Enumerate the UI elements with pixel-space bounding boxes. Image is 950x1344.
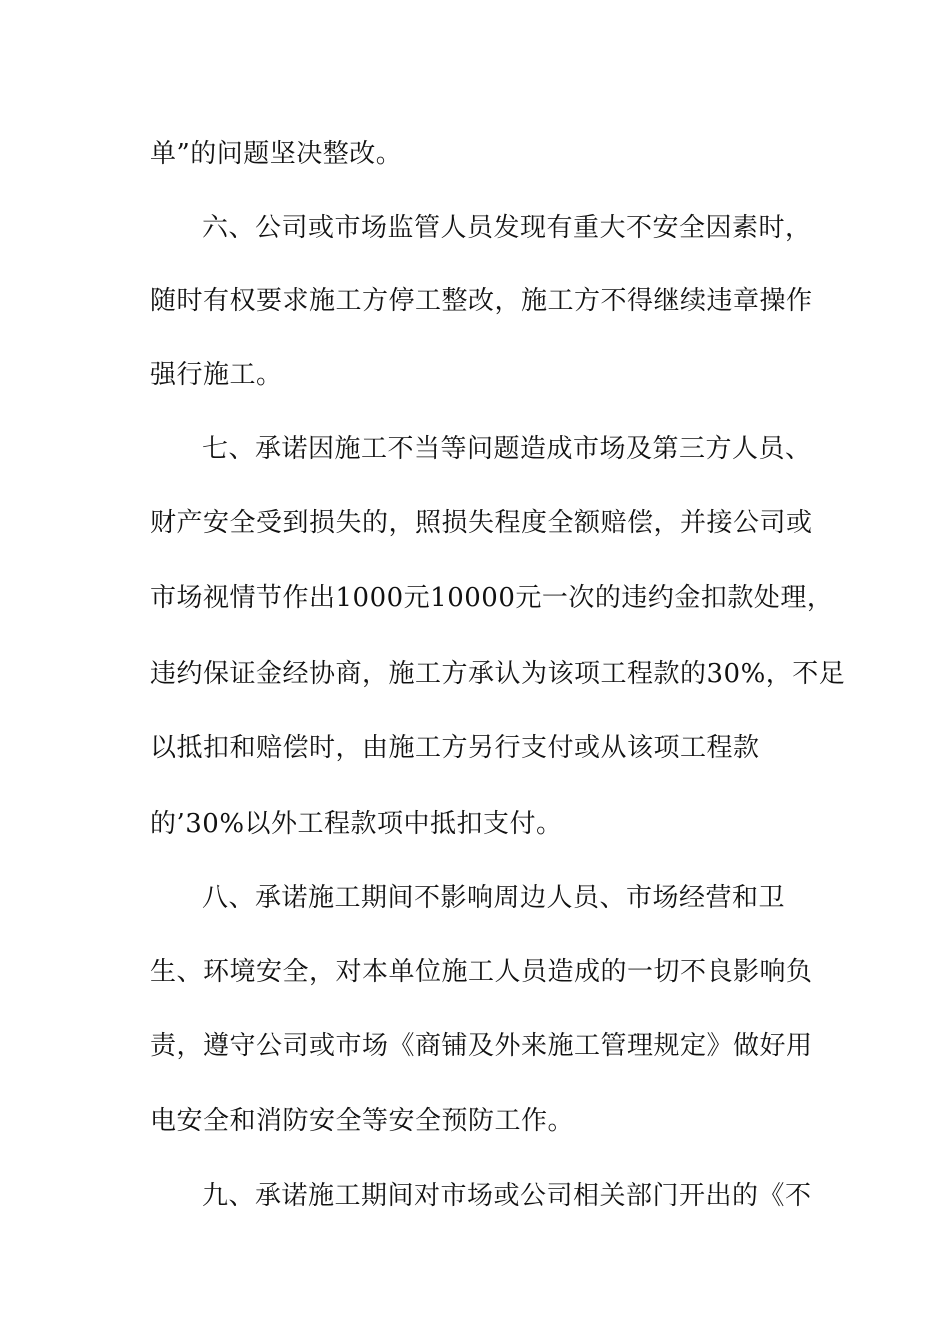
text-line-5: 七、承诺因施工不当等问题造成市场及第三方人员、: [202, 434, 812, 464]
text-line-13: 责，遵守公司或市场《商铺及外来施工管理规定》做好用: [150, 1031, 813, 1061]
text-line-12: 生、环境安全，对本单位施工人员造成的一切不良影响负: [150, 957, 813, 987]
text-line-11: 八、承诺施工期间不影响周边人员、市场经营和卫: [202, 883, 786, 913]
text-line-3: 随时有权要求施工方停工整改，施工方不得继续违章操作: [150, 286, 813, 316]
text-line-10: 的’30%以外工程款项中抵扣支付。: [150, 809, 563, 839]
text-line-7: 市场视情节作出1000元10000元一次的违约金扣款处理，: [150, 583, 834, 613]
text-line-9: 以抵扣和赔偿时，由施工方另行支付或从该项工程款: [150, 733, 760, 763]
text-line-8: 违约保证金经协商，施工方承认为该项工程款的30%，不足: [150, 659, 846, 689]
text-line-15: 九、承诺施工期间对市场或公司相关部门开出的《不: [202, 1181, 812, 1211]
text-line-6: 财产安全受到损失的，照损失程度全额赔偿，并接公司或: [150, 508, 813, 538]
text-line-2: 六、公司或市场监管人员发现有重大不安全因素时，: [202, 213, 812, 243]
text-line-4: 强行施工。: [150, 360, 283, 390]
text-line-1: 单”的问题坚决整改。: [150, 139, 403, 169]
text-line-14: 电安全和消防安全等安全预防工作。: [150, 1106, 575, 1136]
